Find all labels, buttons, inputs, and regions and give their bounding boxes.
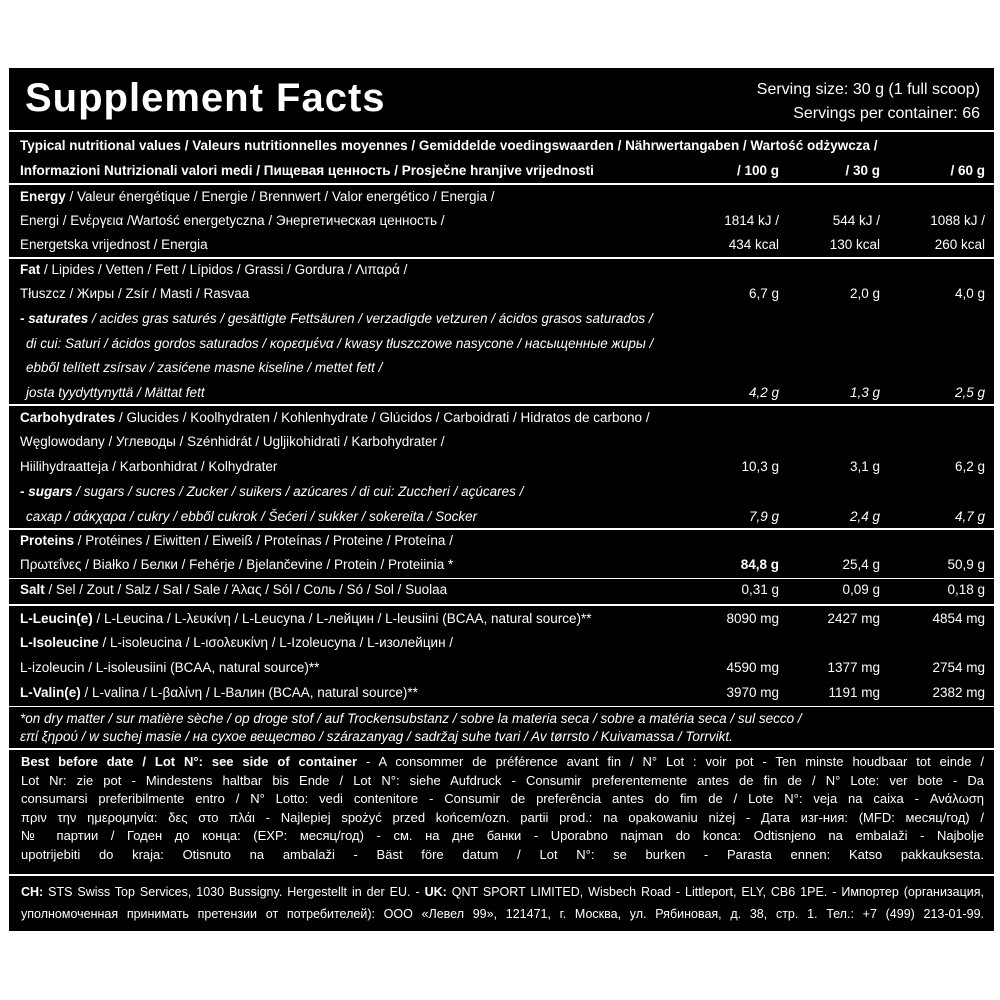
best-before-line-2: Lot Nr: zie pot - Mindestens haltbar bis Ende / Lot N°: siehe Aufdruck - Consumir preferentemente antes de fin de / N° Lote: ver bote - Da [21, 772, 984, 788]
header-col-100g: / 100 g [736, 163, 779, 178]
energy-kj-60g: 1088 kJ / [930, 213, 985, 228]
divider [9, 748, 994, 750]
energy-kcal-30g: 130 kcal [829, 237, 880, 252]
sugars-100g: 7,9 g [748, 509, 779, 524]
page-title: Supplement Facts [25, 76, 386, 120]
best-before-line-4: πριν την ημερομηνία: δες στο πλάι - Najlepiej spożyć przed końcem/ozn. partii prod.: na opakowaniu niżej - Дата изг-ния: (MFD: месяц/год) / [21, 809, 984, 825]
saturates-label-4: josta tyydyttynyttä / Mättat fett [26, 385, 205, 400]
carbs-100g: 10,3 g [741, 459, 779, 474]
divider [9, 528, 994, 530]
energy-kcal-60g: 260 kcal [934, 237, 985, 252]
divider [9, 183, 994, 185]
fat-60g: 4,0 g [954, 286, 985, 301]
energy-kcal-100g: 434 kcal [728, 237, 779, 252]
isoleucine-60g: 2754 mg [932, 660, 985, 675]
saturates-label-2: di cui: Saturi / ácidos gordos saturados / κορεσμένα / kwasy tłuszczowe nasycone / насыщенные жиры / [26, 336, 654, 351]
footnote-line-1: *on dry matter / sur matière sèche / op droge stof / auf Trockensubstanz / sobre la materia seca / sobre a matéria seca / sul secco / [20, 711, 802, 726]
salt-label: Salt / Sel / Zout / Salz / Sal / Sale / Άλας / Sól / Соль / Só / Sol / Suolaa [20, 582, 448, 597]
isoleucine-30g: 1377 mg [827, 660, 880, 675]
isoleucine-100g: 4590 mg [726, 660, 779, 675]
best-before-line-3: consumarsi preferibilmente entro / N° Lotto: vedi contenitore - Consumir de preferência antes do fim de / Lote N°: veja na caixa - Ανάλωση [21, 791, 984, 807]
importer-block [21, 881, 984, 925]
best-before-block [21, 753, 984, 865]
carbs-60g: 6,2 g [954, 459, 985, 474]
fat-30g: 2,0 g [849, 286, 880, 301]
importer-line-2: уполномоченная принимать претензии от потребителей): ООО «Левел 99», 121471, г. Москва, ул. Рябиновая, д. 38, стр. 1. Тел.: +7 (499) 213-01-99. [21, 907, 984, 921]
protein-label-2: Πρωτεΐνες / Białko / Белки / Fehérje / Bjelančevine / Protein / Proteiinia * [20, 557, 454, 572]
isoleucine-label-2: L-izoleucin / L-isoleusiini (BCAA, natural source)** [20, 660, 320, 675]
saturates-60g: 2,5 g [954, 385, 985, 400]
valine-100g: 3970 mg [726, 685, 779, 700]
divider [9, 578, 994, 579]
protein-60g: 50,9 g [947, 557, 985, 572]
fat-label-1: Fat / Lipides / Vetten / Fett / Lípidos / Grassi / Gordura / Λιπαρά / [20, 262, 408, 277]
valine-label: L-Valin(e) / L-valina / L-βαλίνη / L-Валин (BCAA, natural source)** [20, 685, 418, 700]
leucine-label: L-Leucin(e) / L-Leucina / L-λευκίνη / L-Leucyna / L-лейцин / L-leusiini (BCAA, natural source)** [20, 611, 592, 626]
footnote-line-2: επί ξηρού / w suchej masie / на сухое вещество / szárazanyag / sadržaj suhe tvari / Av tørrsto / Kuivamassa / Torrvikt. [20, 729, 733, 744]
energy-label-3: Energetska vrijednost / Energia [20, 237, 208, 252]
energy-kj-30g: 544 kJ / [832, 213, 880, 228]
leucine-100g: 8090 mg [726, 611, 779, 626]
header-col-60g: / 60 g [950, 163, 985, 178]
divider [9, 257, 994, 259]
valine-30g: 1191 mg [828, 685, 880, 700]
divider [9, 706, 994, 707]
salt-60g: 0,18 g [947, 582, 985, 597]
saturates-100g: 4,2 g [748, 385, 779, 400]
sugars-60g: 4,7 g [954, 509, 985, 524]
header-col-30g: / 30 g [845, 163, 880, 178]
divider [9, 404, 994, 406]
divider [9, 874, 994, 876]
divider [9, 130, 994, 132]
header-line-1: Typical nutritional values / Valeurs nutritionnelles moyennes / Gemiddelde voedingswaarden / Nährwertangaben / Wartość odżywcza / [20, 138, 878, 153]
protein-100g: 84,8 g [740, 557, 779, 572]
best-before-line-6: upotrijebiti do kraja: Otisnuto na ambalaži - Bäst före datum / Lot N°: se burken - Parasta ennen: Katso pakkauksesta. [21, 846, 984, 862]
protein-30g: 25,4 g [842, 557, 880, 572]
leucine-60g: 4854 mg [932, 611, 985, 626]
saturates-label-3: ebből telített zsírsav / zasićene masne kiseline / mettet fett / [26, 360, 383, 375]
isoleucine-label-1: L-Isoleucine / L-isoleucina / L-ισολευκίνη / L-Izoleucyna / L-изолейцин / [20, 635, 454, 650]
divider [9, 604, 994, 606]
header-line-2: Informazioni Nutrizionali valori medi / Пищевая ценность / Prosječne hranjive vrijednosti [20, 163, 594, 178]
sugars-30g: 2,4 g [849, 509, 880, 524]
protein-label-1: Proteins / Protéines / Eiwitten / Eiweiß / Proteínas / Proteine / Proteína / [20, 533, 453, 548]
serving-size: Serving size: 30 g (1 full scoop) [756, 81, 980, 98]
leucine-30g: 2427 mg [827, 611, 880, 626]
carbs-label-2: Węglowodany / Углеводы / Szénhidrát / Ugljikohidrati / Karbohydrater / [20, 434, 445, 449]
carbs-30g: 3,1 g [849, 459, 880, 474]
energy-kj-100g: 1814 kJ / [724, 213, 779, 228]
saturates-30g: 1,3 g [849, 385, 880, 400]
valine-60g: 2382 mg [932, 685, 985, 700]
best-before-line-5: № партии / Годен до конца: (EXP: месяц/год) - см. на дне банки - Uporabno najman do konca: Odtisnjeno na embalaži - Najbolje [21, 828, 984, 844]
salt-30g: 0,09 g [842, 582, 880, 597]
salt-100g: 0,31 g [741, 582, 779, 597]
fat-label-2: Tłuszcz / Жиры / Zsír / Masti / Rasvaa [20, 286, 250, 301]
sugars-label-1: - sugars / sugars / sucres / Zucker / suikers / azúcares / di cui: Zuccheri / açúcares / [20, 484, 524, 499]
energy-label-2: Energi / Ενέργεια /Wartość energetyczna / Энергетическая ценность / [20, 213, 445, 228]
servings-per-container: Servings per container: 66 [793, 105, 980, 122]
sugars-label-2: сахар / σάκχαρα / cukry / ebből cukrok / Šećeri / sukker / sokereita / Socker [26, 509, 478, 524]
best-before-line-1: Best before date / Lot N°: see side of container - A consommer de préférence avant fin / N° Lot : voir pot - Ten minste houdbaar tot einde / [21, 754, 984, 769]
carbs-label-3: Hiilihydraatteja / Karbonhidrat / Kolhydrater [20, 459, 278, 474]
carbs-label-1: Carbohydrates / Glucides / Koolhydraten / Kohlenhydrate / Glúcidos / Carboidrati / Hidratos de carbono / [20, 410, 650, 425]
energy-label-1: Energy / Valeur énergétique / Energie / Brennwert / Valor energético / Energia / [20, 189, 495, 204]
fat-100g: 6,7 g [748, 286, 779, 301]
supplement-facts-panel [8, 67, 995, 932]
importer-line-1: CH: STS Swiss Top Services, 1030 Bussigny. Hergestellt in der EU. - UK: QNT SPORT LIMITED, Wisbech Road - Littleport, ELY, CB6 1PE. - Импортер (организация, [21, 885, 985, 899]
saturates-label-1: - saturates / acides gras saturés / gesättigte Fettsäuren / verzadigde vetzuren / ácidos grasos saturados / [20, 311, 653, 326]
